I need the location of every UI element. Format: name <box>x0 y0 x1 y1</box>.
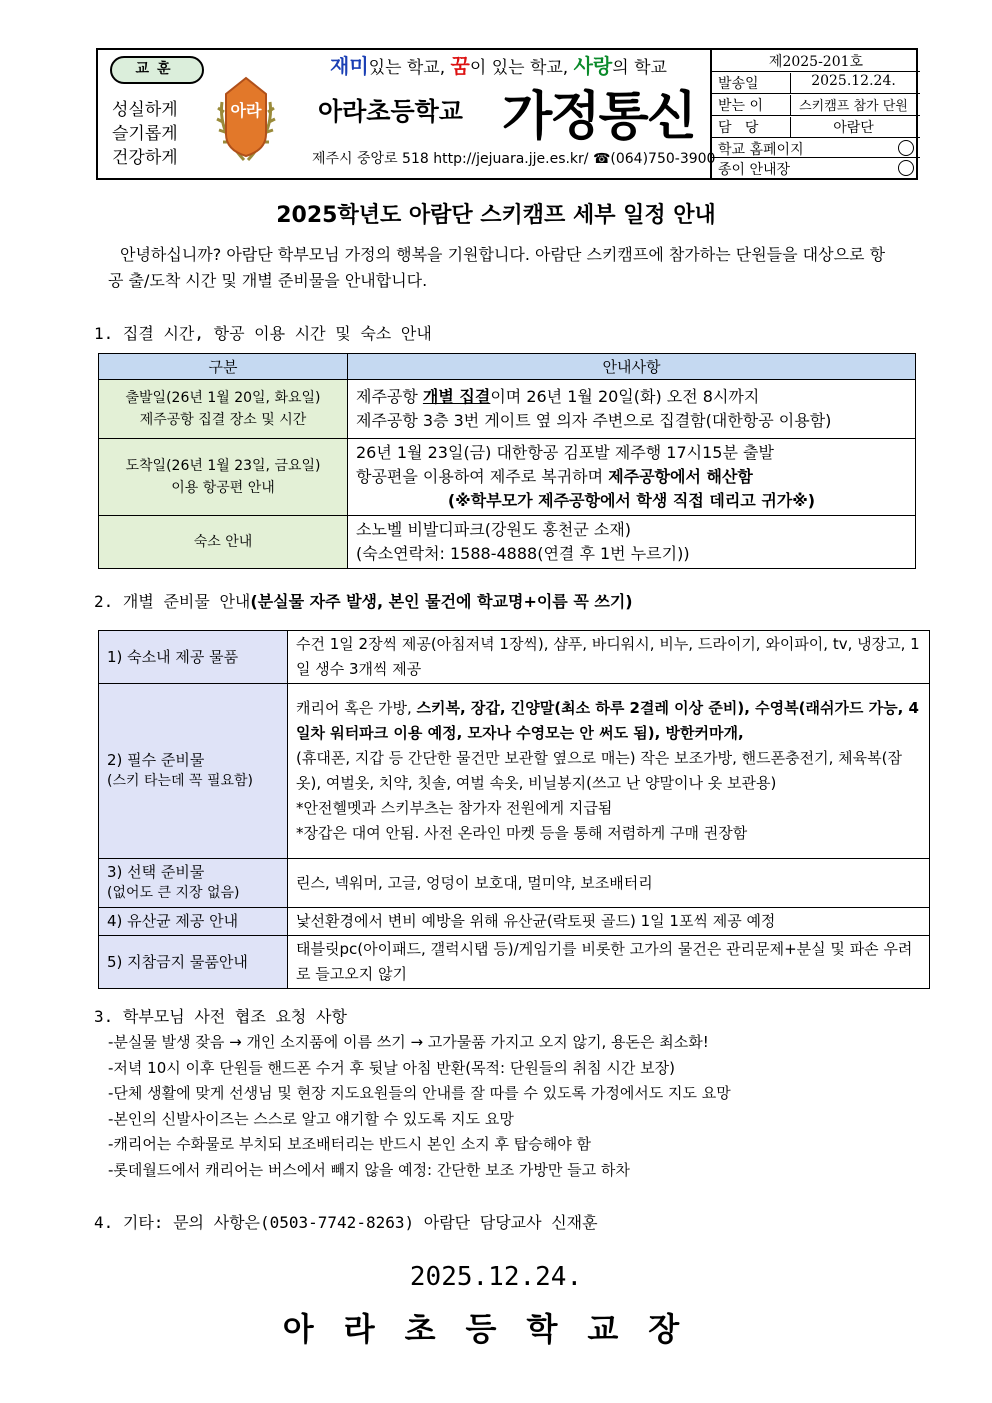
arrival-line-1: 26년 1월 23일(금) 대한항공 김포발 제주행 17시15분 출발 <box>356 443 774 462</box>
issue-date: 2025.12.24. <box>409 1262 583 1292</box>
supplies-row <box>99 936 930 989</box>
slogan-text-2: 이 있는 학교, <box>469 58 574 78</box>
departure-text-c: 이며 26년 1월 20일(화) 오전 8시까지 <box>490 387 760 406</box>
required-sublabel: (스키 타는데 꼭 필요함) <box>107 773 253 789</box>
departure-label <box>99 380 348 439</box>
supplies-label-optional <box>99 859 288 908</box>
slogan-word-3: 사랑 <box>573 54 613 78</box>
lodging-details <box>348 516 916 569</box>
lodging-line-2: (숙소연락처: 1588-4888(연결 후 1번 누르기)) <box>356 544 690 563</box>
intro-paragraph: 안녕하십니까? 아람단 학부모님 가정의 행복을 기원합니다. 아람단 스키캠프에 참가하는 단원들을 대상으로 항공 출/도착 시간 및 개별 준비물을 안내합니다. <box>108 245 886 290</box>
paper-circle-icon <box>898 160 914 176</box>
newsletter-title: 가정통신 <box>502 87 695 147</box>
list-item: -저녁 10시 이후 단원들 핸드폰 수거 후 뒷날 아침 반환(목적: 단원들의 취침 시간 보장) <box>108 1058 675 1077</box>
motto-badge: 교훈 <box>110 56 204 84</box>
supplies-label-required <box>99 684 288 859</box>
recipient-label: 받는 이 <box>718 98 764 114</box>
schedule-table-header <box>99 354 916 380</box>
motto-line-3: 건강하게 <box>112 148 178 168</box>
owner-row <box>712 116 920 138</box>
homepage-circle-icon <box>898 140 914 156</box>
optional-label: 3) 선택 준비물 <box>107 863 205 881</box>
section-2-heading-text: 2. 개별 준비물 안내 <box>94 592 251 611</box>
supplies-row <box>99 908 930 936</box>
schedule-row-departure <box>99 380 916 439</box>
slogan-word-2: 꿈 <box>450 54 470 78</box>
section-2-heading-bold: (분실물 자주 발생, 본인 물건에 학교명+이름 꼭 쓰기) <box>250 592 633 611</box>
doc-number-row <box>712 50 920 72</box>
list-item: -캐리어는 수화물로 부치되 보조배터리는 반드시 본인 소지 후 탑승해야 함 <box>108 1135 592 1153</box>
optional-sublabel: (없어도 큰 지장 없음) <box>107 885 240 901</box>
section-4-heading: 4. 기타: 문의 사항은(0503-7742-8263) 아람단 담당교사 신재훈 <box>94 1213 598 1232</box>
supplies-required <box>288 684 930 859</box>
slogan-text-1: 있는 학교, <box>368 58 451 78</box>
section-3-heading: 3. 학부모님 사전 협조 요청 사항 <box>94 1007 347 1026</box>
departure-text-b: 개별 집결 <box>422 387 491 406</box>
supplies-probiotics: 낯선환경에서 변비 예방을 위해 유산균(락토핏 골드) 1일 1포씩 제공 예정 <box>288 908 930 936</box>
homepage-row <box>712 138 920 158</box>
lodging-line-1: 소노벨 비발디파크(강원도 홍천군 소재) <box>356 520 632 539</box>
required-note-2: *장갑은 대여 안됨. 사전 온라인 마켓 등을 통해 저렴하게 구매 권장함 <box>296 824 748 842</box>
departure-line-1 <box>356 385 907 409</box>
supplies-row <box>99 859 930 908</box>
header-details: 안내사항 <box>348 354 916 380</box>
owner-value: 아람단 <box>790 117 916 138</box>
supplies-optional: 린스, 넥워머, 고글, 엉덩이 보호대, 멀미약, 보조배터리 <box>288 859 930 908</box>
required-note-1: *안전헬멧과 스키부츠는 참가자 전원에게 지급됨 <box>296 799 613 817</box>
arrival-text-a: 항공편을 이용하여 제주로 복귀하며 <box>356 467 609 486</box>
school-motto <box>112 98 178 170</box>
school-address: 제주시 중앙로 518 http://jejuara.jje.es.kr/ ☎(064)750-3900 <box>312 151 716 167</box>
supplies-provided: 수건 1일 2장씩 제공(아침저녁 1장씩), 샴푸, 바디워시, 비누, 드라이기, 와이파이, tv, 냉장고, 1일 생수 3개씩 제공 <box>288 631 930 684</box>
arrival-line-3: (※학부모가 제주공항에서 학생 직접 데리고 귀가※) <box>447 491 816 510</box>
arrival-line-2 <box>356 465 907 489</box>
supplies-label-provided: 1) 숙소내 제공 물품 <box>99 631 288 684</box>
supplies-row <box>99 631 930 684</box>
schedule-row-lodging <box>99 516 916 569</box>
departure-text-a: 제주공항 <box>356 387 423 406</box>
supplies-row <box>99 684 930 859</box>
section-2-heading <box>94 589 633 612</box>
send-date-label: 발송일 <box>718 76 759 92</box>
slogan-word-1: 재미 <box>330 54 369 78</box>
school-name: 아라초등학교 <box>318 97 463 126</box>
cooperation-list <box>108 1030 731 1183</box>
document-meta <box>710 50 920 178</box>
list-item: -단체 생활에 맞게 선생님 및 현장 지도요원들의 안내를 잘 따를 수 있도록 가정에서도 지도 요망 <box>108 1084 731 1102</box>
document-title: 2025학년도 아람단 스키캠프 세부 일정 안내 <box>276 203 716 228</box>
required-text-bold: 스키복, 장갑, 긴양말(최소 하루 2결레 이상 준비), 수영복(래쉬가드 가능, 4일차 워터파크 이용 예정, 모자나 수영모는 안 써도 됨), 방한커마개, <box>296 699 919 742</box>
required-items <box>296 696 921 746</box>
schedule-table <box>98 353 916 569</box>
doc-number: 제2025-201호 <box>768 54 864 70</box>
departure-details <box>348 380 916 439</box>
list-item: -롯데월드에서 캐리어는 버스에서 빼지 않을 예정: 간단한 보조 가방만 들고 하차 <box>108 1160 630 1179</box>
list-item: -본인의 신발사이즈는 스스로 알고 얘기할 수 있도록 지도 요망 <box>108 1109 514 1128</box>
recipient-value: 스키캠프 참가 단원 <box>790 95 916 116</box>
principal-signature: 아라초등학교장 <box>282 1310 710 1348</box>
section-1-heading: 1. 집결 시간, 항공 이용 시간 및 숙소 안내 <box>94 324 432 343</box>
supplies-table <box>98 630 930 989</box>
departure-line-2: 제주공항 3층 3번 게이트 옆 의자 주변으로 집결함(대한항공 이용함) <box>356 411 832 430</box>
owner-label: 담 당 <box>718 120 759 136</box>
arrival-label-line-1: 도착일(26년 1월 23일, 금요일) <box>125 458 321 474</box>
school-logo-icon <box>216 72 276 164</box>
send-date-row <box>712 72 920 94</box>
arrival-label-line-2: 이용 항공편 안내 <box>171 480 275 496</box>
header-category: 구분 <box>99 354 348 380</box>
list-item: -분실물 발생 잦음 → 개인 소지품에 이름 쓰기 → 고가물품 가지고 오지 않기, 용돈은 최소화! <box>108 1033 709 1051</box>
arrival-details <box>348 439 916 516</box>
schedule-row-arrival <box>99 439 916 516</box>
required-label: 2) 필수 준비물 <box>107 751 205 769</box>
logo-text-1: 아라 <box>230 101 262 120</box>
required-items-2: (휴대폰, 지갑 등 간단한 물건만 보관할 옆으로 매는) 작은 보조가방, 핸드폰충전기, 체육복(잠옷), 여벌옷, 치약, 칫솔, 여벌 속옷, 비닐봉지(쓰고 난 양말이나 옷 보관용) <box>296 749 902 792</box>
send-date-value: 2025.12.24. <box>790 73 916 94</box>
supplies-label-prohibited: 5) 지참금지 물품안내 <box>99 936 288 989</box>
required-text-plain: 캐리어 혹은 가방, <box>296 699 417 717</box>
departure-label-line-1: 출발일(26년 1월 20일, 화요일) <box>125 390 321 406</box>
lodging-label: 숙소 안내 <box>99 516 348 569</box>
arrival-label <box>99 439 348 516</box>
recipient-row <box>712 94 920 116</box>
homepage-label: 학교 홈페이지 <box>718 142 804 158</box>
supplies-prohibited: 태블릿pc(아이패드, 갤럭시탭 등)/게임기를 비롯한 고가의 물건은 관리문제+분실 및 파손 우려로 들고오지 않기 <box>288 936 930 989</box>
supplies-label-probiotics: 4) 유산균 제공 안내 <box>99 908 288 936</box>
motto-line-2: 슬기롭게 <box>112 124 178 144</box>
slogan-text-3: 의 학교 <box>612 58 667 78</box>
paper-row <box>712 158 920 178</box>
motto-line-1: 성실하게 <box>112 100 178 120</box>
arrival-text-b: 제주공항에서 해산함 <box>608 467 753 486</box>
paper-label: 종이 안내장 <box>718 162 791 178</box>
letterhead <box>96 48 918 180</box>
departure-label-line-2: 제주공항 집결 장소 및 시간 <box>139 412 307 428</box>
